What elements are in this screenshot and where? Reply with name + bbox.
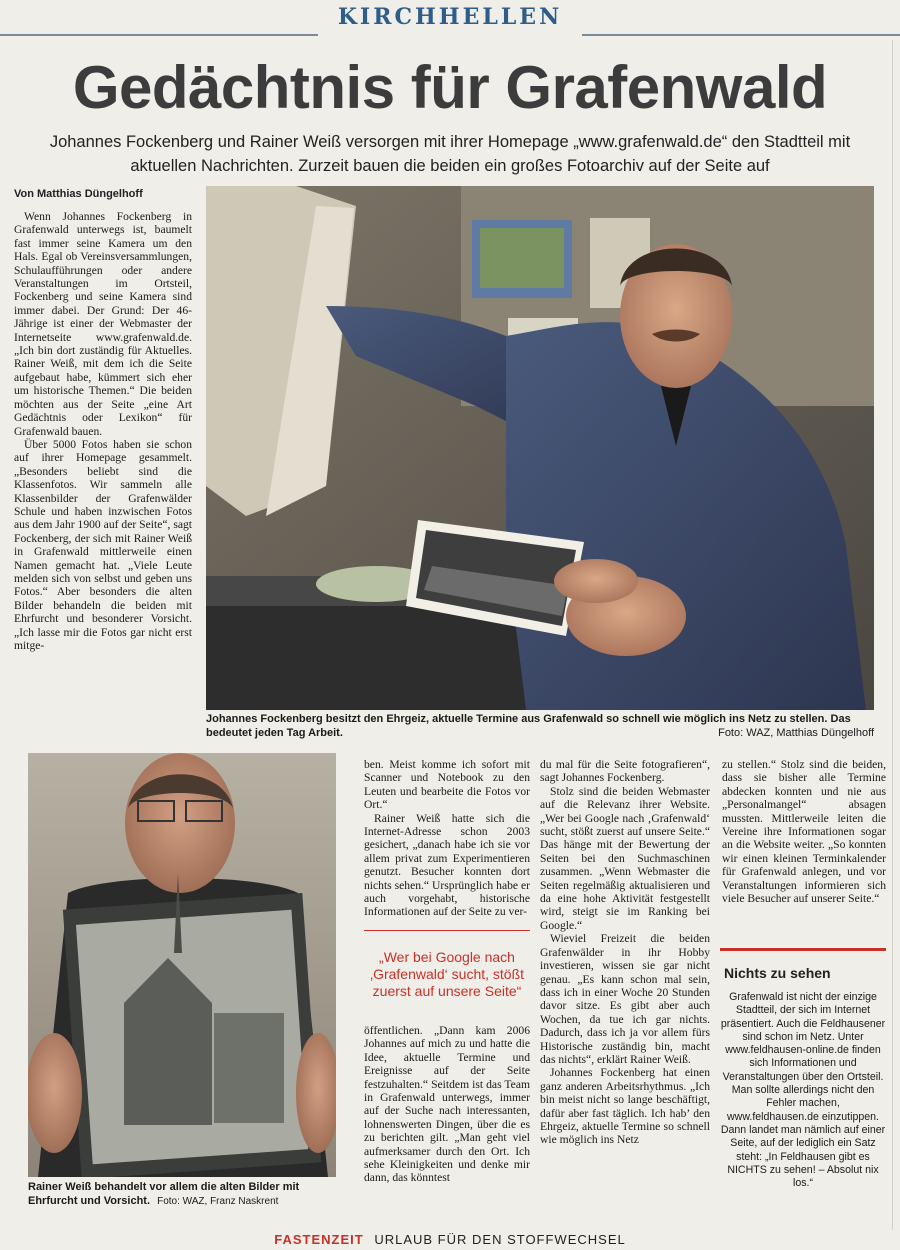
paragraph: Johannes Fockenberg hat einen ganz anderen Arbeitsrhythmus. „Ich bin meist nicht so lange beschäftigt, dafür aber fast täglich. Ich hab’ den Ehrgeiz, aktuelle Termine so schnell wie möglich ins Netz	[540, 1066, 710, 1147]
second-photo-credit: Foto: WAZ, Franz Naskrent	[157, 1195, 279, 1207]
article-column-5	[722, 758, 886, 905]
info-box-body: Grafenwald ist nicht der einzige Stadtteil, der sich im Internet präsentiert. Auch die Feldhausener sind schon im Netz. Unter www.feldhausen-online.de finden sich Informationen und Veranstaltungen über den Ortsteil. Man sollte allerdings nicht den Fehler machen, www.feldhausen.de einzutippen. Dann landet man nämlich auf einer Seite, auf der lediglich ein Satz steht: „In Feldhausen gibt es NICHTS zu sehen! – Absolut nix los.“	[720, 991, 886, 1190]
ressort-title: KIRCHHELLEN	[337, 4, 563, 30]
paragraph: Stolz sind die beiden Webmaster auf die Relevanz ihrer Website. „Wer bei Google nach ‚Grafenwald‘ sucht, stößt zuerst auf unsere Seite.“ Das hänge mit der Bewertung der Seiten bei den Suchmaschinen zusammen. „Wenn Webmaster die Seiten regelmäßig aktualisieren und da eine hohe Aktivität festgestellt wird, steigt sie im Ranking bei Google.“	[540, 784, 710, 932]
footer-tag: FASTENZEIT	[274, 1232, 364, 1247]
page-divider	[892, 40, 893, 1230]
paragraph: öffentlichen. „Dann kam 2006 Johannes auf mich zu und hatte die Idee, aktuelle Termine und Ereignisse auf der Seite festzuhalten.“ Seitdem ist das Team in Grafenwald unterwegs, immer auf der Suche nach interessanten, lohnenswerten Dingen, über die es zu berichten gilt. „Man geht viel aufmerksamer durch den Ort. Ich sehe Kleinigkeiten und denke mir dann, das könntest	[364, 1024, 530, 1185]
info-box	[720, 948, 886, 1190]
headline: Gedächtnis für Grafenwald	[72, 54, 828, 121]
paragraph: Wieviel Freizeit die beiden Grafenwälder in ihr Hobby investieren, wissen sie gar nicht genau. „Es kann schon mal sein, dass ich in einer Woche 20 Stunden davor sitze. Es gibt aber auch Wochen, da tue ich gar nichts. Dadurch, dass ich ja vor allem fürs Historische zuständig bin, macht das nichts“, erklärt Rainer Weiß.	[540, 932, 710, 1066]
second-photo	[28, 753, 336, 1177]
ressort-header	[0, 0, 900, 38]
footer-teaser	[0, 1232, 900, 1247]
paragraph: Rainer Weiß hatte sich die Internet-Adresse schon 2003 gesichert, „danach habe ich sie vor allem privat zum Experimentieren genutzt. Besucher konnten dort nichts sehen.“ Ursprünglich habe er auch vorgehabt, historische Informationen auf der Seite zu ver-	[364, 811, 530, 919]
paragraph: zu stellen.“ Stolz sind die beiden, dass sie bisher alle Termine abdecken konnten und nie aus „Personalmangel“ absagen mussten. Mittlerweile leiten die Vereine ihre Informationen sogar an die Website weiter. „So konnten wir einen kleinen Terminkalender für Grafenwald anlegen, und vor Veranstaltungen informieren sich viele Besucher auf unserer Seite.“	[722, 758, 886, 906]
main-photo-credit: Foto: WAZ, Matthias Düngelhoff	[718, 726, 874, 739]
second-caption-text: Rainer Weiß behandelt vor allem die alten Bilder mit Ehrfurcht und Vorsicht.	[28, 1181, 300, 1207]
article-column-3b	[364, 1024, 530, 1185]
second-photo-image	[28, 753, 336, 1177]
paragraph: du mal für die Seite fotografieren“, sagt Johannes Fockenberg.	[540, 758, 710, 785]
info-box-title: Nichts zu sehen	[724, 965, 831, 981]
article-column-3	[364, 758, 530, 919]
article-column-1	[14, 210, 192, 740]
paragraph: Über 5000 Fotos haben sie schon auf ihrer Homepage gesammelt. „Besonders beliebt sind die Klassenfotos. Wir sammeln alle Klassenbilder der Grafenwälder Schule und haben inzwischen Fotos aus dem Jahr 1900 auf der Seite“, sagt Fockenberg, der sich mit Rainer Weiß in Grafenwald mittlerweile einen Namen gemacht hat. „Viele Leute melden sich von selbst und geben uns Fotos.“ Aber besonders die alten Bilder behandeln die beiden mit Ehrfurcht und besonderer Vorsicht. „Ich lasse mir die Fotos gar nicht erst mitge-	[14, 437, 192, 652]
second-photo-caption	[28, 1181, 346, 1208]
main-photo-image	[206, 186, 874, 710]
article-column-4	[540, 758, 710, 1147]
pull-quote	[364, 930, 530, 1000]
pull-quote-text: „Wer bei Google nach ‚Grafenwald‘ sucht, stößt zuerst auf unsere Seite“	[369, 949, 525, 999]
footer-topic: URLAUB FÜR DEN STOFFWECHSEL	[374, 1232, 626, 1247]
ressort-box	[318, 0, 582, 36]
paragraph: Wenn Johannes Fockenberg in Grafenwald unterwegs ist, baumelt fast immer seine Kamera um den Hals. Egal ob Vereinsversammlungen, Schulaufführungen oder andere Veranstaltungen im Ortsteil, Fockenberg und seine Kamera sind immer dabei. Der Grund: Der 46-Jährige ist einer der Webmaster der Internetseite www.grafenwald.de. „Ich bin dort zuständig für Aktuelles. Rainer Weiß, mit dem ich die Seite aufgebaut habe, kümmert sich eher um historische Themen.“ Die beiden möchten aus der Seite „eine Art Gedächtnis oder Lexikon“ für Grafenwald bauen.	[14, 210, 192, 438]
main-photo-caption	[206, 713, 874, 740]
main-photo	[206, 186, 874, 710]
main-caption-text: Johannes Fockenberg besitzt den Ehrgeiz, aktuelle Termine aus Grafenwald so schnell wie möglich ins Netz zu stellen. Das bedeutet jeden Tag Arbeit.	[206, 713, 851, 739]
paragraph: ben. Meist komme ich sofort mit Scanner und Notebook zu den Leuten und bearbeite die Fotos vor Ort.“	[364, 758, 530, 812]
byline: Von Matthias Düngelhoff	[14, 188, 143, 200]
subheadline: Johannes Fockenberg und Rainer Weiß versorgen mit ihrer Homepage „www.grafenwald.de“ den Stadtteil mit aktuellen Nachrichten. Zurzeit bauen die beiden ein großes Fotoarchiv auf der Seite auf	[49, 133, 851, 175]
